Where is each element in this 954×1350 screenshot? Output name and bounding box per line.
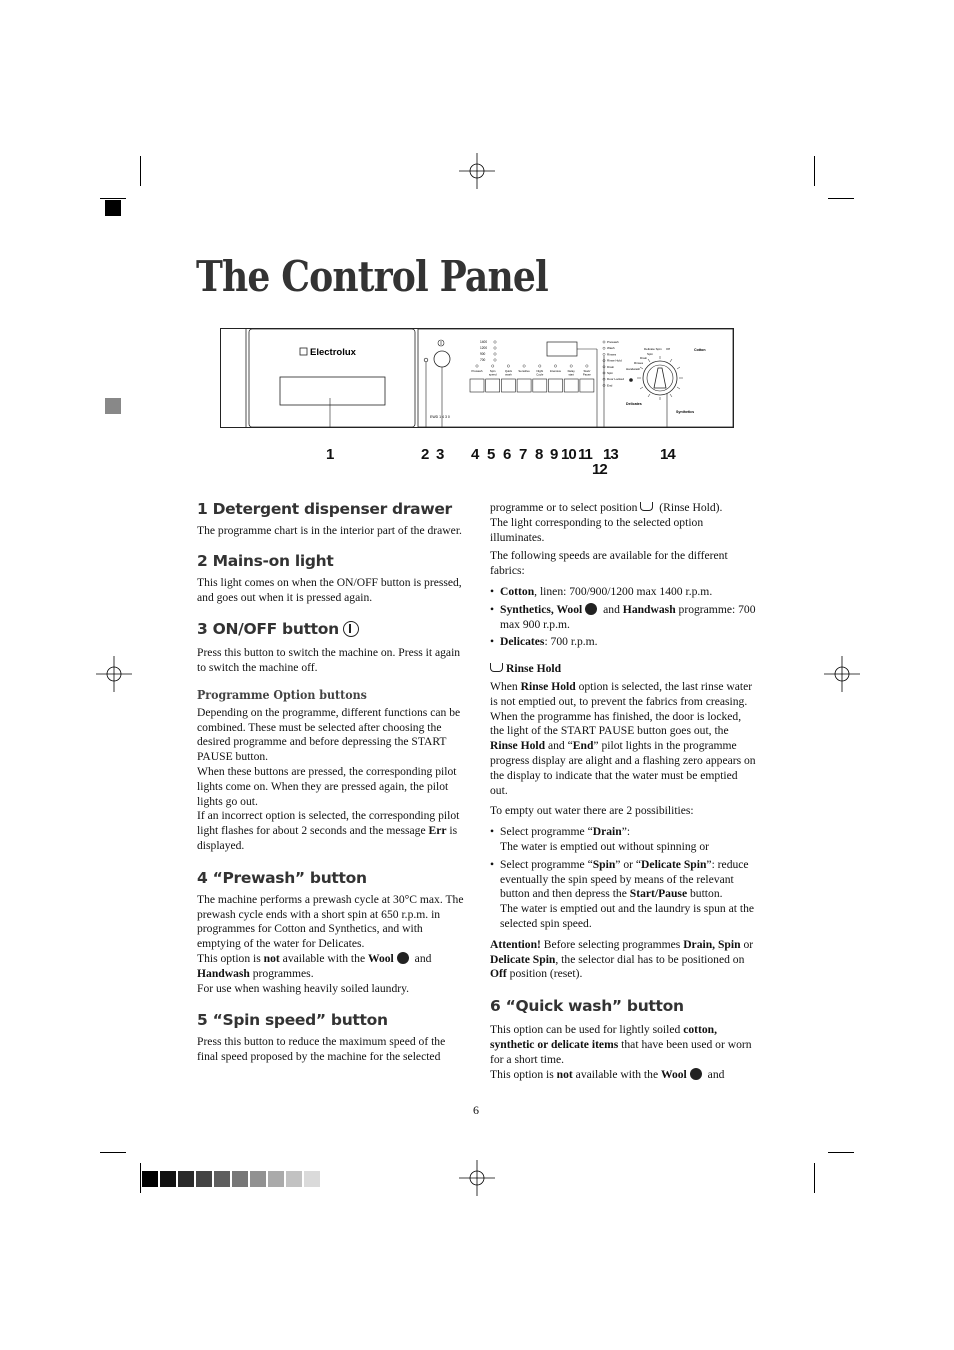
section-heading-on-off-button: 3 ON/OFF button [197,619,465,639]
option-button-label: Pause [582,372,591,377]
progress-label: Rinse Hold [607,358,622,363]
option-button-label: Spin [489,369,496,373]
svg-text:Cotton: Cotton [694,348,706,352]
option-button[interactable] [549,379,563,392]
section-heading-spin-speed: 5 “Spin speed” button [197,1011,388,1030]
svg-text:Synthetics: Synthetics [676,410,695,414]
page-title: The Control Panel [196,252,548,301]
brand-logo: Electrolux [310,347,356,358]
svg-text:Delicates: Delicates [626,402,642,406]
list-item: • Select programme “Spin” or “Delicate Spin”: reduce eventually the spin speed by means of the relevant button and then depress the Start/Pause button. The water is emptied out and the laundry is spun at the selected spin speed. [500,858,758,932]
callout-6: 6 [503,446,511,463]
control-panel-diagram [220,328,734,428]
section-heading-mains-on-light: 2 Mains-on light [197,551,334,570]
option-button-label: Start/ [583,369,591,373]
right-column [490,501,758,1088]
dispenser-handle [280,377,385,405]
progress-label: Drain [607,364,615,369]
paragraph: Depending on the programme, different functions can be combined. These must be selected after choosing the desired programme and before depressing the START PAUSE button. [197,705,461,764]
option-button-label: wash [505,372,512,377]
list-item: • Synthetics, Wool and Handwash programme: 700 max 900 r.p.m. [500,603,758,633]
power-icon [343,621,359,637]
option-button-label: Quick [504,369,512,373]
paragraph: The programme chart is in the interior part of the drawer. [197,524,462,537]
paragraph: The machine performs a prewash cycle at 30°C max. The prewash cycle ends with a short spin at 650 r.p.m. in programmes for Cotton and Synthetics, and with emptying of the water for Delicates. [197,892,464,951]
paragraph: When these buttons are pressed, the corresponding pilot lights come on. When they are pressed again, the pilot lights go out. [197,764,457,808]
svg-text:Drain: Drain [640,356,648,360]
display [547,342,577,356]
callout-4: 4 [471,446,479,463]
option-button-label: Sensitive [518,369,530,373]
paragraph: programme or to select position (Rinse Hold). The light corresponding to the selected option illuminates. [490,501,723,544]
option-button-label: Cycle [536,372,544,377]
paragraph: This option can be used for lightly soiled cotton, synthetic or delicate items that have been used or worn for a short time. [490,1023,752,1066]
paragraph: For use when washing heavily soiled laundry. [197,981,410,995]
spin-speed-label: 1400 [480,340,488,344]
option-button[interactable] [501,379,515,392]
svg-text:Handwash: Handwash [626,367,641,371]
subheading-programme-options: Programme Option buttons [197,687,367,702]
svg-text:Off: Off [666,347,670,351]
callout-12: 12 [592,461,607,478]
option-button-label: speed [488,372,497,377]
subheading-rinse-hold: Rinse Hold [490,662,758,677]
paragraph: The following speeds are available for the different fabrics: [490,549,728,578]
progress-label: Door Locked [607,377,625,382]
paragraph: This option is not available with the Wool and Handwash programmes. [197,951,432,980]
wool-icon [690,1068,702,1080]
section-heading-prewash: 4 “Prewash” button [197,868,367,887]
option-button-label: Prewash [471,369,483,373]
callout-13: 13 [603,446,618,463]
svg-text:EWD 1 4 3 0: EWD 1 4 3 0 [430,415,450,419]
callout-14: 14 [660,446,675,463]
wool-icon [397,952,409,964]
progress-label: Prewash [607,340,619,344]
list-item: • Cotton, linen: 700/900/1200 max 1400 r.p.m. [500,585,758,600]
progress-label: Spin [607,371,614,375]
rinse-hold-icon [490,663,503,672]
paragraph: Press this button to switch the machine on. Press it again to switch the machine off. [197,646,461,675]
option-button[interactable] [564,379,578,392]
progress-label: Wash [607,346,615,351]
paragraph: If an incorrect option is selected, the corresponding pilot light flashes for about 2 seconds and the message Err is displayed. [197,809,460,852]
option-button-label: Night [536,369,544,373]
spin-speed-label: 900 [480,352,486,356]
option-button[interactable] [486,379,500,392]
section-heading-detergent-drawer: 1 Detergent dispenser drawer [197,500,452,518]
wool-icon [585,603,597,615]
page-number: 6 [473,1103,479,1117]
paragraph: When Rinse Hold option is selected, the last rinse water is not emptied out, to prevent the fabrics from creasing. When the programme has finished, the door is locked, the light of the START PAUSE button goes out, the Rinse Hold and “End” pilot lights in the programme progress display are alight and a flashing zero appears on the display to indicate that the water must be emptied out. [490,679,756,797]
speed-list [490,585,758,650]
callout-2: 2 [421,446,429,463]
paragraph: To empty out water there are 2 possibilities: [490,804,694,818]
callout-1: 1 [326,446,334,463]
paragraph: Attention! Before selecting programmes Drain, Spin or Delicate Spin, the selector dial has to be positioned on Off position (reset). [490,937,754,981]
paragraph: This option is not available with the Wool and [490,1067,725,1081]
callout-7: 7 [519,446,527,463]
section-heading-quick-wash: 6 “Quick wash” button [490,997,684,1016]
callout-3: 3 [436,446,444,463]
spin-speed-label: 700 [480,358,486,362]
callout-9: 9 [550,446,558,463]
option-button[interactable] [517,379,531,392]
paragraph: Press this button to reduce the maximum speed of the final speed proposed by the machine for the selected [197,1035,446,1064]
progress-label: End [607,383,613,388]
callout-5: 5 [487,446,495,463]
list-item: • Select programme “Drain”: The water is emptied out without spinning or [500,825,758,855]
option-button-label: Intensive [549,369,562,373]
svg-text:Spin: Spin [647,352,654,356]
callout-11: 11 [578,446,592,463]
progress-label: Rinses [607,352,617,357]
empty-water-list [490,825,758,932]
list-item: • Delicates: 700 r.p.m. [500,635,758,650]
spin-speed-label: 1200 [480,346,488,350]
option-button[interactable] [580,379,594,392]
option-button[interactable] [470,379,484,392]
option-button-label: Delay [567,369,575,373]
svg-text:Delicate Spin: Delicate Spin [644,347,662,351]
option-button-label: start [568,372,574,377]
left-column [197,499,465,1071]
rinse-hold-icon [640,502,653,511]
option-button[interactable] [533,379,547,392]
svg-text:Rinses: Rinses [634,361,644,365]
paragraph: This light comes on when the ON/OFF button is pressed, and goes out when it is pressed again. [197,575,462,604]
callout-8: 8 [535,446,543,463]
callout-10: 10 [561,446,576,463]
